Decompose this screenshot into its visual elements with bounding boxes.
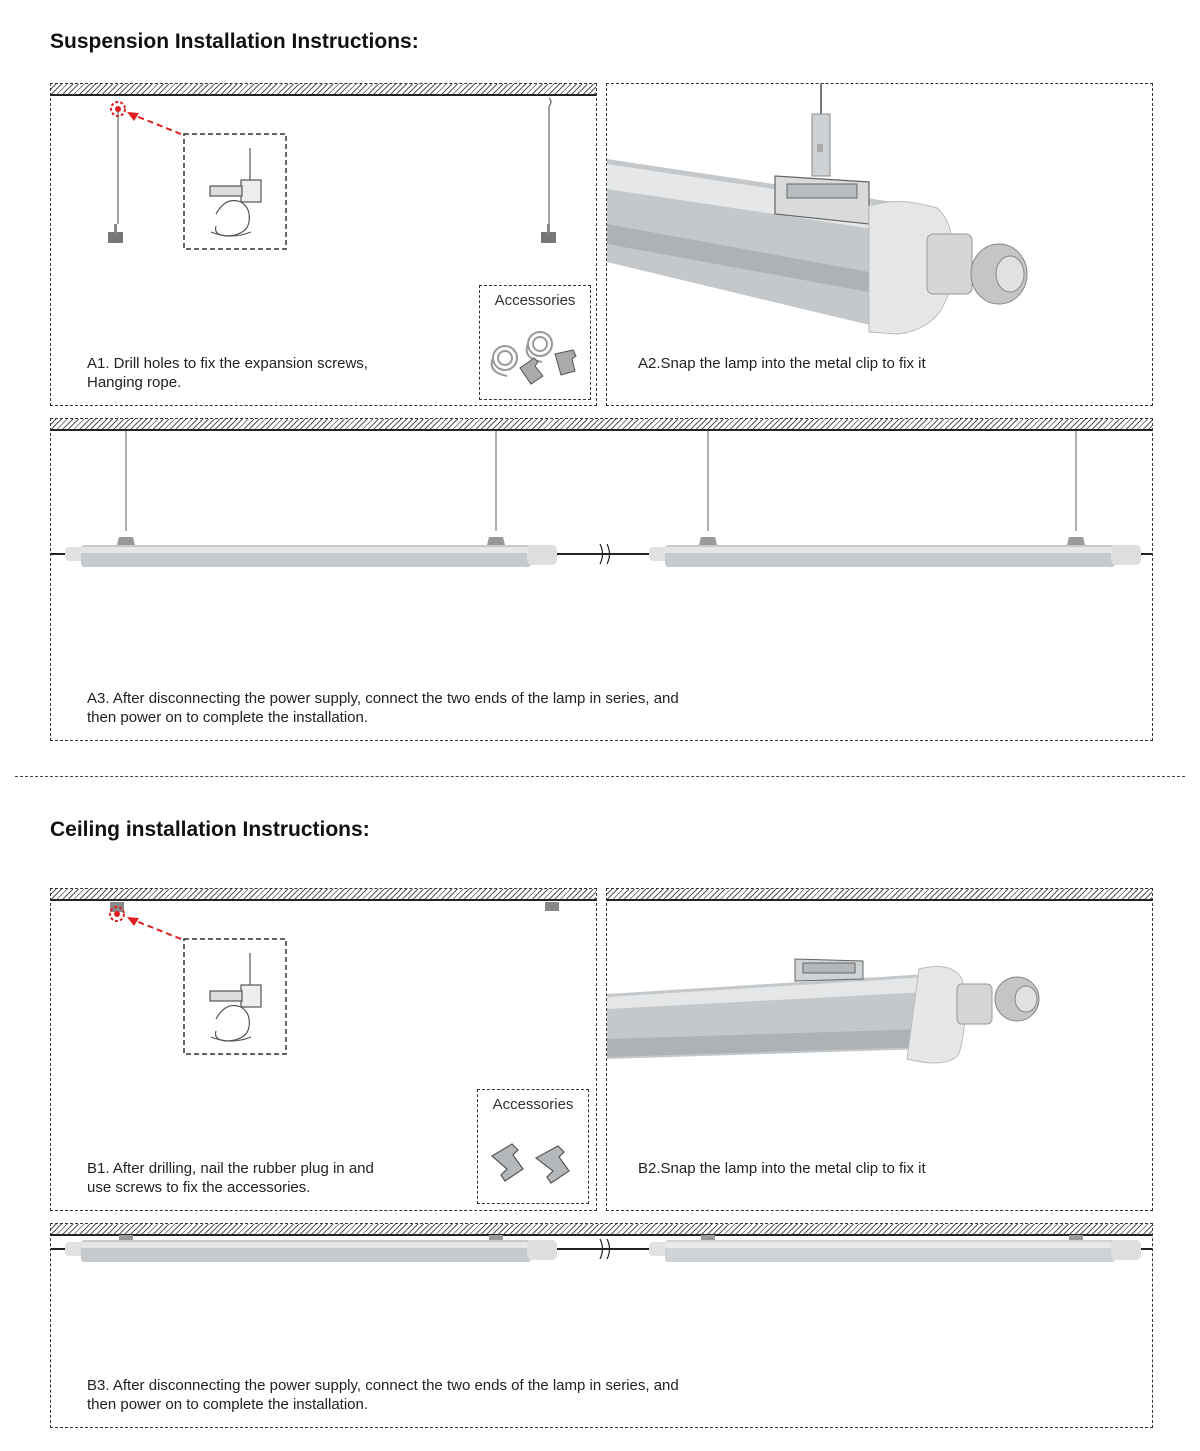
b2-caption: B2.Snap the lamp into the metal clip to fix it	[638, 1160, 926, 1177]
panel-b1	[50, 888, 597, 1211]
suspension-title: Suspension Installation Instructions:	[50, 30, 419, 53]
b3-caption-line2: then power on to complete the installation.	[87, 1396, 369, 1413]
section-divider	[15, 776, 1185, 777]
rope-clamp-left	[108, 232, 123, 243]
lamp-left	[65, 537, 557, 567]
b1-caption-line2: use screws to fix the accessories.	[87, 1179, 311, 1196]
lamp-right	[649, 1235, 1141, 1262]
a1-caption-line1: A1. Drill holes to fix the expansion screws,	[87, 355, 368, 372]
accessories-rope-clip-icon	[480, 286, 592, 401]
arrow-icon	[127, 112, 139, 121]
panel-a2	[606, 83, 1153, 406]
panel-a3	[50, 418, 1153, 741]
accessories-clip-icon	[478, 1090, 590, 1205]
panel-b3	[50, 1223, 1153, 1428]
panel-a1	[50, 83, 597, 406]
a3-caption-line1: A3. After disconnecting the power supply, connect the two ends of the lamp in series, and	[87, 690, 679, 707]
b3-caption-line1: B3. After disconnecting the power supply, connect the two ends of the lamp in series, and	[87, 1377, 679, 1394]
panel-b2	[606, 888, 1153, 1211]
b1-caption-line1: B1. After drilling, nail the rubber plug in and	[87, 1160, 374, 1177]
lamp-right	[649, 537, 1141, 567]
arrow-icon	[127, 917, 139, 926]
a2-caption: A2.Snap the lamp into the metal clip to fix it	[638, 355, 926, 372]
ceiling-title: Ceiling installation Instructions:	[50, 818, 370, 841]
rope-clamp-right	[541, 232, 556, 243]
accessories-box	[479, 285, 591, 400]
clip-mounted-icon	[545, 902, 559, 911]
a1-caption-line2: Hanging rope.	[87, 374, 182, 391]
a3-caption-line2: then power on to complete the installation.	[87, 709, 369, 726]
accessories-label: Accessories	[492, 1096, 574, 1113]
accessories-box	[477, 1089, 589, 1204]
accessories-label: Accessories	[494, 292, 576, 309]
lamp-left	[65, 1235, 557, 1262]
